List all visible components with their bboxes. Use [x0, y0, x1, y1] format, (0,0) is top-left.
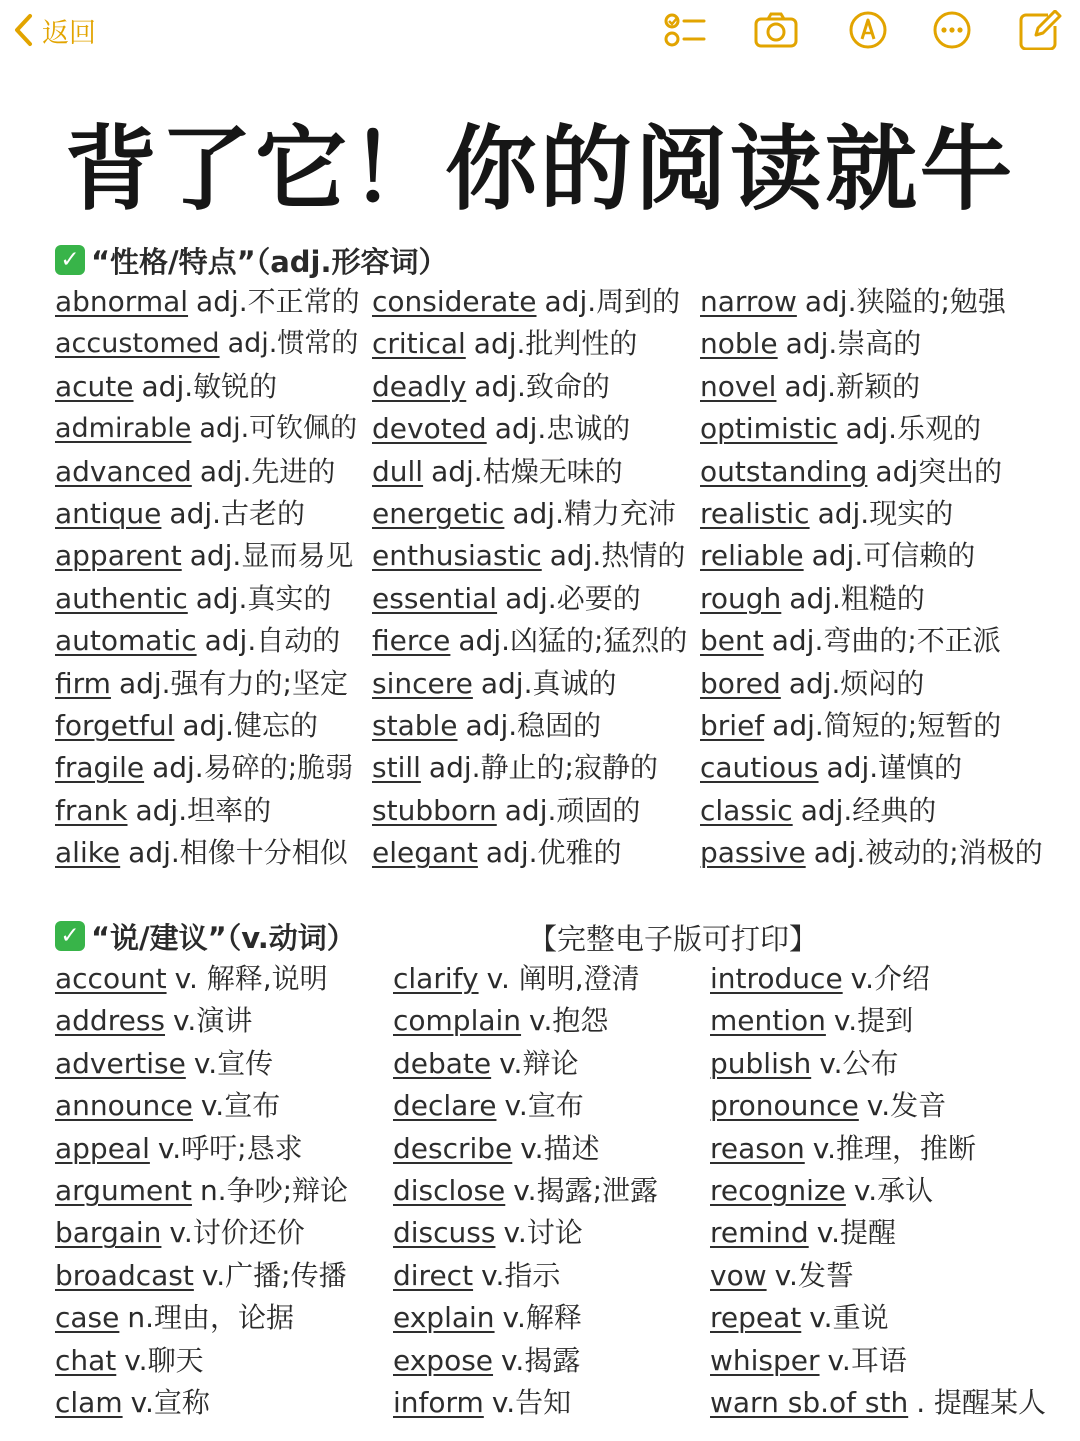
vocab-word: noble: [700, 327, 778, 361]
vocab-meaning: v.聊天: [124, 1343, 204, 1377]
verb-entry: [55, 1255, 347, 1297]
vocab-word: fragile: [55, 751, 145, 785]
adjective-entry: [55, 281, 360, 323]
verb-entry: [710, 1170, 933, 1212]
verb-entry: [393, 1170, 658, 1212]
vocab-meaning: adj.新颖的: [784, 369, 921, 403]
vocab-meaning: v.宣布: [200, 1089, 281, 1123]
verb-entry: [710, 1297, 889, 1339]
vocab-word: bored: [700, 666, 781, 700]
vocab-word: novel: [700, 369, 777, 403]
adjective-entry: [55, 620, 340, 662]
adjective-entry: [372, 790, 640, 832]
vocab-word: stable: [372, 709, 458, 742]
vocab-meaning: adj.崇高的: [785, 327, 922, 361]
vocab-word: sincere: [372, 666, 473, 700]
vocab-meaning: adj.顽固的: [504, 793, 641, 827]
vocab-meaning: adj.烦闷的: [788, 666, 925, 700]
vocab-word: vow: [710, 1258, 767, 1292]
vocab-word: antique: [55, 497, 162, 530]
adjective-entry: [372, 832, 622, 874]
adjective-entry: [700, 705, 1001, 747]
back-label: 返回: [42, 17, 96, 49]
camera-icon[interactable]: [754, 10, 798, 50]
vocab-word: forgetful: [55, 709, 175, 742]
vocab-meaning: v. 解释,说明: [174, 962, 328, 995]
verb-entry: [710, 1382, 1046, 1424]
vocab-meaning: adj.古老的: [169, 497, 306, 530]
vocab-word: authentic: [55, 581, 188, 615]
vocab-word: discuss: [393, 1216, 496, 1250]
vocab-meaning: v.提到: [833, 1004, 914, 1038]
vocab-word: rough: [700, 581, 782, 615]
vocab-word: apparent: [55, 539, 182, 573]
vocab-meaning: adj.可信赖的: [811, 539, 976, 573]
vocab-word: disclose: [393, 1174, 506, 1207]
verb-entry: [393, 1128, 600, 1170]
check-mark-icon: ✓: [55, 245, 85, 275]
adjective-entry: [372, 705, 601, 747]
vocab-meaning: v. 阐明,澄清: [486, 962, 640, 995]
vocab-meaning: adj.热情的: [549, 539, 686, 573]
adjectives-heading: [55, 238, 448, 282]
vocab-meaning: v.抱怨: [529, 1004, 609, 1038]
vocab-meaning: adj.优雅的: [485, 836, 622, 870]
verb-entry: [710, 1085, 946, 1127]
vocab-word: publish: [710, 1046, 812, 1080]
vocab-meaning: adj.弯曲的;不正派: [771, 624, 1001, 658]
vocab-meaning: v.辩论: [499, 1046, 579, 1080]
vocab-word: realistic: [700, 497, 810, 530]
vocab-word: warn sb.of sth: [710, 1386, 909, 1419]
adjective-entry: [55, 366, 277, 408]
adjective-entry: [372, 408, 630, 450]
vocab-word: remind: [710, 1216, 809, 1250]
vocab-meaning: v.揭露: [501, 1343, 581, 1377]
vocab-word: dull: [372, 454, 424, 488]
vocab-meaning: v.指示: [481, 1258, 561, 1292]
vocab-word: brief: [700, 709, 765, 742]
vocab-word: energetic: [372, 497, 505, 530]
toolbar: [0, 0, 1080, 62]
vocab-meaning: v.揭露;泄露: [513, 1174, 658, 1207]
vocab-word: enthusiastic: [372, 539, 542, 573]
vocab-meaning: v.公布: [819, 1046, 899, 1080]
vocab-meaning: n.理由，论据: [127, 1301, 295, 1335]
adjective-entry: [372, 451, 623, 493]
verb-entry: [393, 1297, 582, 1339]
vocab-meaning: adj.被动的;消极的: [813, 836, 1043, 870]
vocab-meaning: v.告知: [491, 1386, 572, 1419]
vocab-meaning: adj突出的: [875, 454, 1003, 488]
vocab-meaning: v.宣布: [504, 1089, 584, 1123]
vocab-word: automatic: [55, 624, 197, 658]
vocab-meaning: v.描述: [520, 1131, 600, 1165]
vocab-meaning: adj.可钦佩的: [199, 413, 358, 445]
vocab-meaning: adj.枯燥无味的: [431, 454, 623, 488]
adjective-entry: [372, 366, 610, 408]
adjective-entry: [55, 790, 271, 832]
vocab-word: bargain: [55, 1216, 162, 1250]
vocab-word: chat: [55, 1343, 117, 1377]
vocab-meaning: adj.狭隘的;勉强: [804, 285, 1006, 318]
vocab-meaning: v.呼吁;恳求: [157, 1131, 303, 1165]
verb-entry: [393, 1085, 584, 1127]
vocab-meaning: adj.稳固的: [465, 709, 602, 742]
adjective-entry: [372, 535, 685, 577]
adjective-entry: [700, 578, 925, 620]
vocab-meaning: . 提醒某人: [916, 1386, 1046, 1419]
vocab-word: advertise: [55, 1046, 186, 1080]
verb-entry: [710, 1212, 896, 1254]
vocab-meaning: adj.敏锐的: [141, 369, 278, 403]
vocab-meaning: adj.惯常的: [227, 328, 359, 360]
vocab-meaning: adj.易碎的;脆弱: [152, 751, 354, 785]
adjective-entry: [700, 451, 1002, 493]
adjective-entry: [700, 832, 1043, 874]
vocab-meaning: adj.谨慎的: [826, 751, 963, 785]
printable-note: 【完整电子版可打印】: [528, 922, 819, 956]
vocab-meaning: adj.凶猛的;猛烈的: [458, 624, 688, 658]
vocab-meaning: adj.坦率的: [135, 793, 272, 827]
vocab-meaning: v.重说: [809, 1301, 889, 1335]
adjective-entry: [372, 493, 676, 535]
verbs-heading: [55, 914, 356, 958]
vocab-word: clam: [55, 1386, 123, 1419]
vocab-word: appeal: [55, 1131, 150, 1165]
vocab-word: broadcast: [55, 1258, 194, 1292]
adjective-entry: [700, 323, 921, 365]
compose-icon[interactable]: [1018, 10, 1062, 50]
vocab-word: announce: [55, 1089, 193, 1123]
vocab-word: whisper: [710, 1343, 820, 1377]
adjectives-heading-text: “性格/特点”（adj.形容词）: [91, 244, 448, 279]
adjective-entry: [55, 705, 318, 747]
vocab-meaning: adj.真诚的: [480, 666, 617, 700]
vocab-word: reliable: [700, 539, 804, 573]
adjective-entry: [55, 535, 353, 577]
vocab-word: cautious: [700, 751, 819, 785]
vocab-word: pronounce: [710, 1089, 859, 1123]
adjective-entry: [55, 832, 348, 874]
adjective-entry: [55, 747, 353, 789]
vocab-word: essential: [372, 581, 498, 615]
vocab-meaning: v.讨论: [503, 1216, 583, 1250]
adjective-entry: [55, 578, 331, 620]
vocab-word: elegant: [372, 836, 478, 870]
vocab-meaning: adj.致命的: [474, 369, 610, 403]
vocab-word: recognize: [710, 1174, 846, 1207]
vocab-word: narrow: [700, 285, 797, 318]
vocab-word: alike: [55, 836, 121, 870]
verb-entry: [55, 1382, 210, 1424]
vocab-meaning: v.广播;传播: [201, 1258, 347, 1292]
vocab-meaning: adj.批判性的: [473, 327, 638, 361]
adjective-entry: [372, 578, 641, 620]
back-button[interactable]: [12, 10, 96, 50]
vocab-meaning: adj.静止的;寂静的: [428, 751, 658, 785]
vocab-meaning: v.宣传: [193, 1046, 274, 1080]
verb-entry: [55, 1170, 348, 1212]
vocab-meaning: adj.现实的: [817, 497, 954, 530]
vocab-word: case: [55, 1301, 120, 1335]
vocab-word: devoted: [372, 412, 487, 446]
vocab-word: address: [55, 1004, 166, 1038]
checklist-icon[interactable]: [662, 10, 706, 50]
vocab-meaning: adj.先进的: [199, 454, 336, 488]
vocab-meaning: adj.必要的: [505, 581, 641, 615]
vocab-meaning: v.解释: [502, 1301, 582, 1335]
adjective-entry: [700, 620, 1001, 662]
adjective-entry: [372, 620, 687, 662]
vocab-word: stubborn: [372, 793, 497, 827]
vocab-word: explain: [393, 1301, 495, 1335]
vocab-meaning: adj.经典的: [800, 793, 937, 827]
adjective-entry: [700, 663, 924, 705]
verb-entry: [55, 1128, 303, 1170]
adjective-entry: [372, 281, 680, 323]
verb-entry: [393, 958, 640, 1000]
verb-entry: [710, 1043, 899, 1085]
vocab-word: critical: [372, 327, 466, 361]
adjective-entry: [372, 663, 616, 705]
vocab-word: reason: [710, 1131, 805, 1165]
verb-entry: [710, 1340, 907, 1382]
vocab-word: abnormal: [55, 285, 189, 318]
adjective-entry: [55, 408, 357, 450]
verb-entry: [393, 1255, 560, 1297]
vocab-word: inform: [393, 1386, 484, 1419]
vocab-meaning: adj.健忘的: [182, 709, 318, 742]
adjective-entry: [700, 535, 975, 577]
verb-entry: [710, 1000, 913, 1042]
vocab-word: complain: [393, 1004, 522, 1038]
vocab-meaning: v.介绍: [850, 962, 930, 995]
vocab-word: introduce: [710, 962, 843, 995]
vocab-meaning: v.讨价还价: [169, 1216, 305, 1250]
vocab-word: declare: [393, 1089, 497, 1123]
verb-entry: [55, 1043, 273, 1085]
vocab-meaning: adj.真实的: [195, 581, 332, 615]
vocab-meaning: n.争吵;辩论: [199, 1174, 349, 1207]
adjective-entry: [700, 366, 920, 408]
vocab-word: optimistic: [700, 412, 838, 446]
vocab-meaning: adj.精力充沛: [512, 497, 676, 530]
vocab-word: frank: [55, 793, 128, 827]
vocab-word: accustomed: [55, 328, 220, 360]
page-title: 背了它！你的阅读就牛: [64, 116, 1015, 223]
vocab-meaning: v.推理，推断: [812, 1131, 977, 1165]
verb-entry: [55, 1000, 252, 1042]
vocab-word: admirable: [55, 413, 192, 445]
vocab-meaning: v.宣称: [130, 1386, 210, 1419]
verb-entry: [393, 1043, 578, 1085]
vocab-word: acute: [55, 369, 134, 403]
vocab-meaning: adj.忠诚的: [494, 412, 631, 446]
vocab-meaning: v.发音: [866, 1089, 947, 1123]
vocab-word: argument: [55, 1174, 192, 1207]
verb-entry: [710, 1255, 854, 1297]
vocab-word: passive: [700, 836, 806, 870]
vocab-word: clarify: [393, 962, 479, 995]
vocab-meaning: adj.自动的: [204, 624, 341, 658]
verbs-heading-text: “说/建议”（v.动词）: [91, 920, 356, 955]
verb-entry: [55, 1297, 294, 1339]
more-icon[interactable]: [930, 10, 974, 50]
vocab-word: considerate: [372, 285, 537, 318]
verb-entry: [393, 1212, 583, 1254]
verb-entry: [710, 1128, 976, 1170]
vocab-meaning: adj.强有力的;坚定: [118, 666, 348, 700]
adjective-entry: [372, 747, 658, 789]
vocab-word: bent: [700, 624, 764, 658]
vocab-word: account: [55, 962, 167, 995]
vocab-meaning: v.演讲: [173, 1004, 253, 1038]
adjective-entry: [700, 408, 981, 450]
adjective-entry: [700, 790, 936, 832]
vocab-meaning: v.耳语: [827, 1343, 907, 1377]
adjective-entry: [55, 451, 335, 493]
verb-entry: [393, 1382, 571, 1424]
vocab-word: expose: [393, 1343, 494, 1377]
vocab-word: still: [372, 751, 421, 785]
vocab-word: mention: [710, 1004, 826, 1038]
vocab-meaning: adj.周到的: [544, 285, 681, 318]
verb-entry: [55, 1340, 204, 1382]
adjective-entry: [55, 323, 358, 365]
verb-entry: [55, 1085, 280, 1127]
check-mark-icon: ✓: [55, 921, 85, 951]
verb-entry: [393, 1000, 608, 1042]
adjective-entry: [700, 747, 962, 789]
adjective-entry: [55, 663, 348, 705]
adjective-entry: [700, 493, 953, 535]
vocab-meaning: adj.简短的;短暂的: [772, 709, 1002, 742]
vocab-word: direct: [393, 1258, 474, 1292]
vocab-word: classic: [700, 793, 793, 827]
adjective-entry: [372, 323, 637, 365]
vocab-word: fierce: [372, 624, 451, 658]
vocab-meaning: adj.显而易见: [189, 539, 354, 573]
vocab-word: repeat: [710, 1301, 802, 1335]
vocab-meaning: v.提醒: [816, 1216, 897, 1250]
verb-entry: [55, 1212, 305, 1254]
adjective-entry: [55, 493, 305, 535]
verb-entry: [55, 958, 328, 1000]
vocab-meaning: adj.乐观的: [845, 412, 982, 446]
adjective-entry: [700, 281, 1006, 323]
markup-pen-icon[interactable]: [846, 10, 890, 50]
verb-entry: [710, 958, 930, 1000]
chevron-left-icon: [12, 13, 34, 47]
vocab-meaning: adj.相像十分相似: [128, 836, 348, 870]
vocab-word: debate: [393, 1046, 492, 1080]
vocab-word: outstanding: [700, 454, 868, 488]
vocab-meaning: adj.粗糙的: [789, 581, 925, 615]
vocab-word: deadly: [372, 369, 467, 403]
verb-entry: [393, 1340, 580, 1382]
vocab-meaning: v.承认: [853, 1174, 934, 1207]
vocab-word: firm: [55, 666, 111, 700]
vocab-meaning: v.发誓: [774, 1258, 854, 1292]
vocab-meaning: adj.不正常的: [196, 285, 360, 318]
vocab-word: advanced: [55, 454, 192, 488]
vocab-word: describe: [393, 1131, 513, 1165]
